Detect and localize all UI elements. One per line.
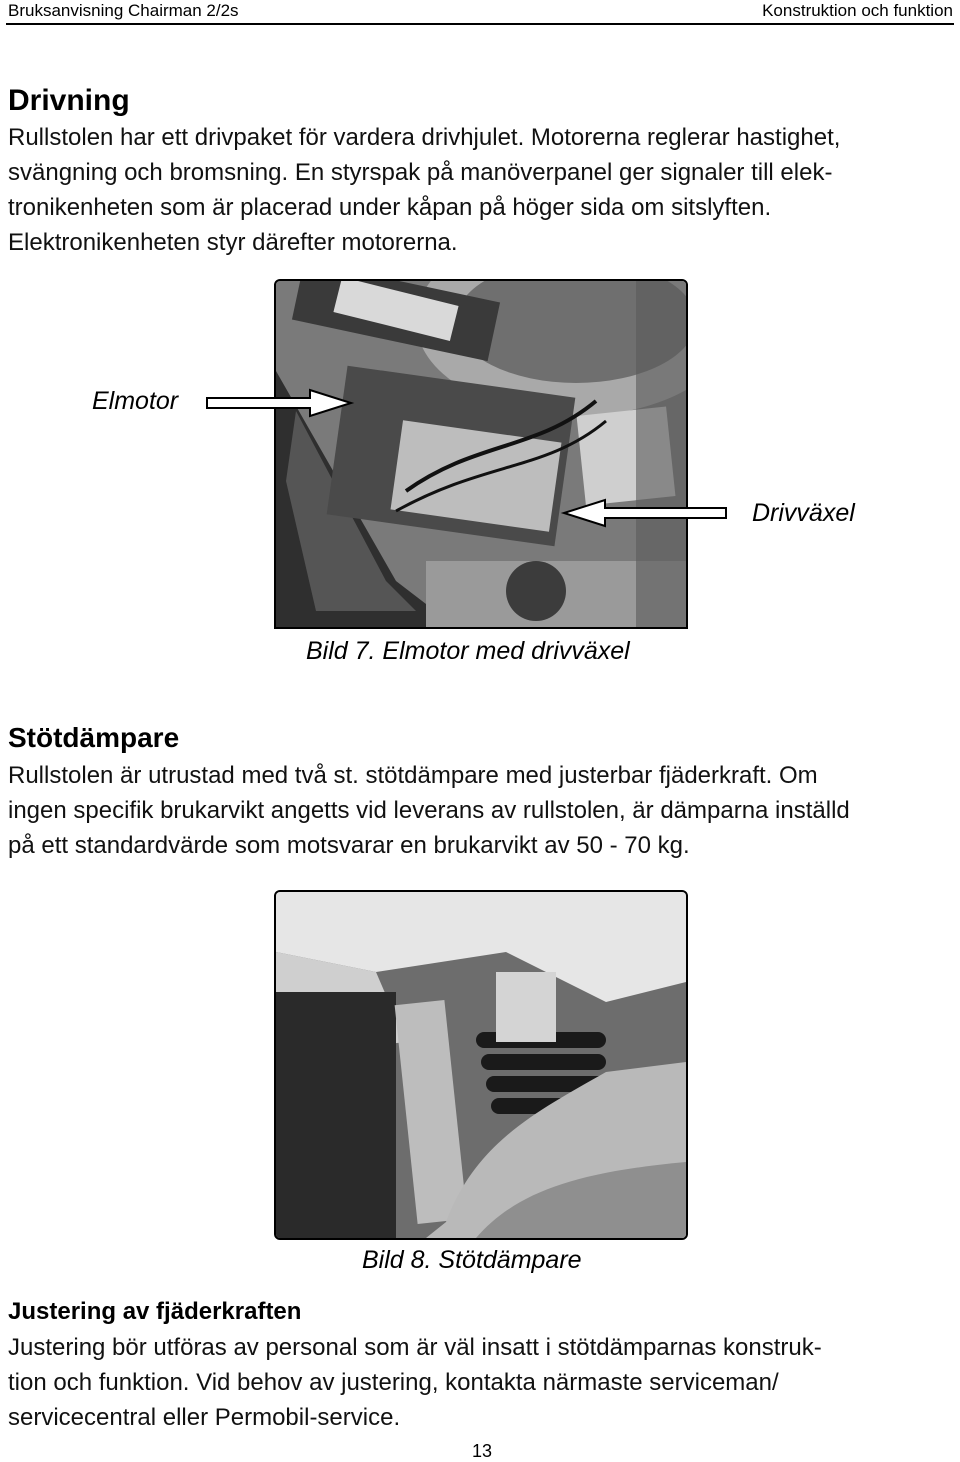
label-elmotor: Elmotor	[92, 387, 179, 415]
header-document-title: Bruksanvisning Chairman 2/2s	[8, 1, 239, 20]
photo-motor-gearbox	[274, 279, 688, 629]
text-line: tion och funktion. Vid behov av justering, kontakta närmaste serviceman/	[8, 1369, 779, 1396]
arrow-drivvaxel-icon	[560, 494, 728, 534]
text-line: på ett standardvärde som motsvarar en brukarvikt av 50 - 70 kg.	[8, 832, 690, 859]
caption-figure-8: Bild 8. Stötdämpare	[362, 1246, 582, 1274]
text-line: Justering bör utföras av personal som är väl insatt i stötdämparnas konstruk-	[8, 1334, 822, 1361]
text-line: svängning och bromsning. En styrspak på manöverpanel ger signaler till elek-	[8, 159, 833, 186]
paragraph-stotdampare	[8, 758, 850, 863]
arrow-elmotor-icon	[205, 384, 355, 424]
heading-justering: Justering av fjäderkraften	[8, 1298, 302, 1325]
caption-figure-7: Bild 7. Elmotor med drivväxel	[306, 637, 630, 665]
text-line: servicecentral eller Permobil-service.	[8, 1404, 401, 1431]
photo-shock-absorber	[274, 890, 688, 1240]
paragraph-drivning	[8, 120, 840, 260]
text-line: Rullstolen är utrustad med två st. stötdämpare med justerbar fjäderkraft. Om	[8, 762, 818, 789]
page-number: 13	[472, 1441, 493, 1461]
text-line: Rullstolen har ett drivpaket för vardera drivhjulet. Motorerna reglerar hastighet,	[8, 124, 841, 151]
header-section-title: Konstruktion och funktion	[762, 1, 953, 20]
paragraph-justering	[8, 1330, 822, 1435]
label-drivvaxel: Drivväxel	[752, 499, 855, 527]
text-line: Elektronikenheten styr därefter motorerna.	[8, 229, 458, 256]
heading-drivning: Drivning	[8, 84, 130, 117]
text-line: ingen specifik brukarvikt angetts vid leverans av rullstolen, är dämparna inställd	[8, 797, 850, 824]
heading-stotdampare: Stötdämpare	[8, 722, 180, 753]
text-line: tronikenheten som är placerad under kåpan på höger sida om sitslyften.	[8, 194, 772, 221]
header-rule	[6, 23, 954, 25]
